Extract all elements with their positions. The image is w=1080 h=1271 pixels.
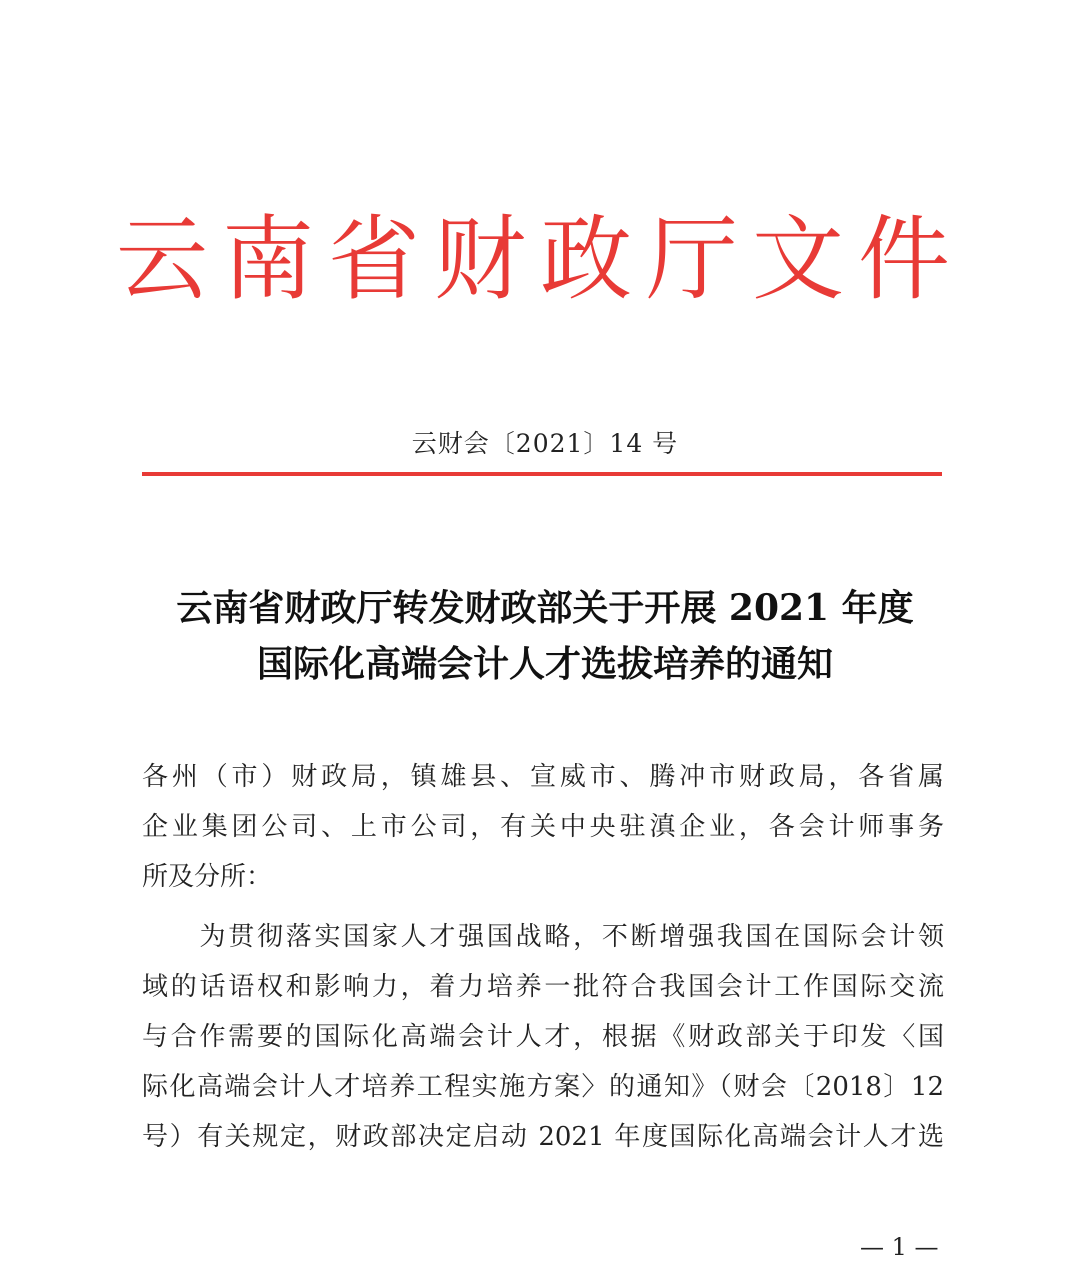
paragraph-line: 为贯彻落实国家人才强国战略，不断增强我国在国际会计领 xyxy=(142,922,944,952)
red-divider-line xyxy=(142,472,942,476)
document-number: 云财会〔2021〕14 号 xyxy=(411,429,679,458)
issuer-title: 云南省财政厅文件 xyxy=(115,206,964,313)
salutation-line: 企业集团公司、上市公司，有关中央驻滇企业，各会计师事务 xyxy=(142,812,944,842)
notice-title-line-1: 云南省财政厅转发财政部关于开展 2021 年度 xyxy=(176,587,914,629)
notice-title-line-2: 国际化高端会计人才选拔培养的通知 xyxy=(256,643,833,685)
salutation-line: 各州（市）财政局，镇雄县、宣威市、腾冲市财政局，各省属 xyxy=(142,762,944,792)
paragraph-line: 号）有关规定，财政部决定启动 2021 年度国际化高端会计人才选 xyxy=(142,1122,944,1152)
notice-title xyxy=(0,580,1080,692)
page-number-text: — 1 — xyxy=(860,1233,939,1261)
body-text xyxy=(142,752,944,1162)
paragraph-line: 域的话语权和影响力，着力培养一批符合我国会计工作国际交流 xyxy=(142,972,944,1002)
salutation-line: 所及分所： xyxy=(142,862,273,892)
paragraph-line: 与合作需要的国际化高端会计人才，根据《财政部关于印发〈国 xyxy=(142,1022,944,1052)
paragraph-line: 际化高端会计人才培养工程实施方案〉的通知》（财会〔2018〕12 xyxy=(142,1072,944,1102)
